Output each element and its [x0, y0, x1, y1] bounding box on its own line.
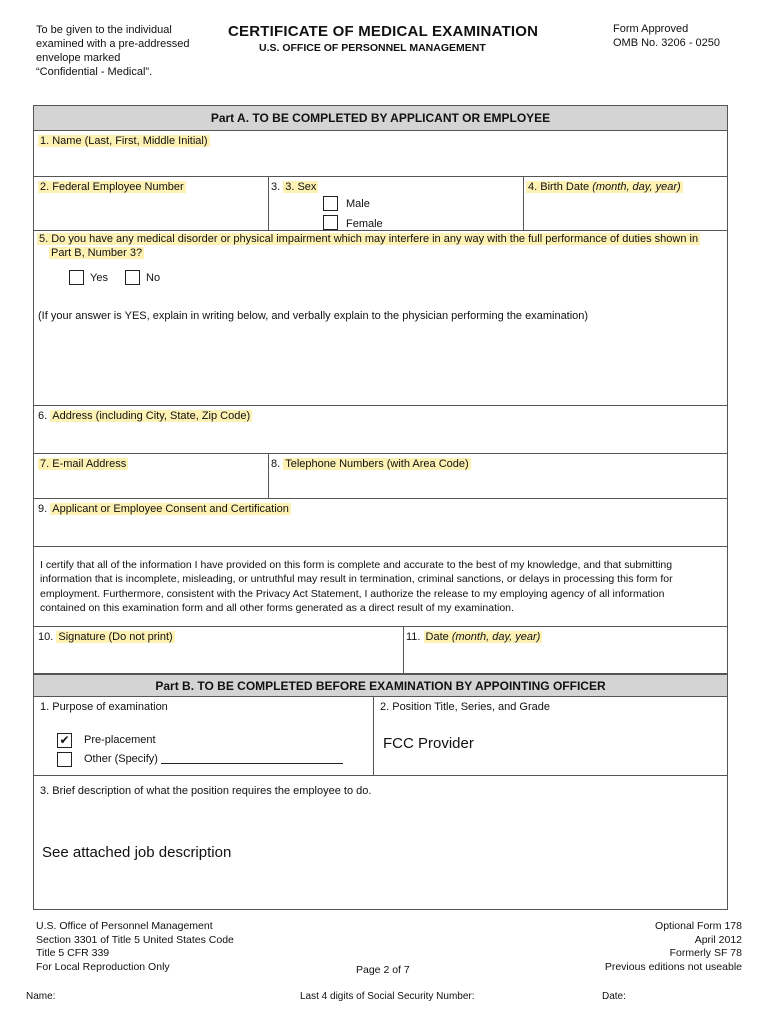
consent-label: Applicant or Employee Consent and Certification: [52, 503, 289, 515]
description-label: 3. Brief description of what the position requires the employee to do.: [40, 785, 372, 797]
address-number: 6.: [38, 410, 48, 422]
other-label: Other (Specify): [84, 753, 158, 765]
footer-right-line: Previous editions not useable: [604, 960, 742, 973]
other-checkbox[interactable]: [57, 752, 72, 767]
signature-number: 10.: [38, 631, 54, 643]
footer-date-label: Date:: [602, 991, 626, 1002]
certification-line: information that is incomplete, misleading, or untruthful may result in termination, criminal sanctions, or delays in processing this form for: [40, 573, 673, 586]
instructions-line: examined with a pre-addressed: [36, 38, 190, 50]
omb-number: OMB No. 3206 - 0250: [613, 37, 721, 49]
certification-block: [33, 546, 728, 627]
form-title: CERTIFICATE OF MEDICAL EXAMINATION: [228, 23, 539, 40]
consent-number: 9.: [38, 503, 48, 515]
date-number: 11.: [406, 631, 421, 643]
female-label: Female: [346, 218, 383, 230]
birth-date-format: (month, day, year): [592, 181, 681, 193]
footer-right-line: Optional Form 178: [655, 920, 742, 932]
telephone-number: 8.: [271, 458, 281, 470]
form-approved: Form Approved: [613, 23, 689, 35]
instructions-line: To be given to the individual: [36, 24, 172, 36]
name-label: 1. Name (Last, First, Middle Initial): [40, 135, 208, 147]
telephone-field[interactable]: [268, 453, 728, 499]
birth-date-label: 4. Birth Date: [528, 181, 590, 193]
no-checkbox[interactable]: [125, 270, 140, 285]
footer-left-line: U.S. Office of Personnel Management: [36, 920, 213, 932]
other-specify-line[interactable]: [161, 763, 343, 764]
yes-checkbox[interactable]: [69, 270, 84, 285]
footer-right-line: Formerly SF 78: [669, 947, 742, 959]
footer-right-line: April 2012: [694, 933, 742, 946]
email-label: 7. E-mail Address: [40, 458, 127, 470]
part-b-heading: Part B. TO BE COMPLETED BEFORE EXAMINATION BY APPOINTING OFFICER: [33, 674, 728, 697]
male-label: Male: [346, 198, 370, 210]
explain-instructions: (If your answer is YES, explain in writing below, and verbally explain to the physician performing the examination): [38, 310, 589, 322]
sex-field: 3. 3. Sex: [268, 176, 524, 231]
footer-left-line: Title 5 CFR 339: [36, 947, 110, 959]
impairment-question: 5. Do you have any medical disorder or physical impairment which may interfere in any way with the full performance of duties shown in: [39, 233, 699, 245]
instructions-line: “Confidential - Medical”.: [36, 66, 153, 78]
name-field[interactable]: [33, 130, 728, 177]
explanation-area[interactable]: [36, 326, 724, 402]
date-label: Date: [425, 631, 449, 643]
footer-ssn-label: Last 4 digits of Social Security Number:: [300, 991, 475, 1002]
sex-label: 3. Sex: [285, 181, 317, 193]
signature-field[interactable]: [33, 626, 404, 674]
female-checkbox[interactable]: [323, 215, 338, 230]
preplacement-checkbox[interactable]: ✔: [57, 733, 72, 748]
part-a-heading: Part A. TO BE COMPLETED BY APPLICANT OR EMPLOYEE: [33, 105, 728, 131]
footer-right: [605, 920, 742, 974]
position-field[interactable]: [373, 696, 728, 776]
footer-left-line: For Local Reproduction Only: [36, 960, 170, 973]
address-field[interactable]: [33, 405, 728, 454]
yes-label: Yes: [90, 272, 108, 284]
email-field[interactable]: [33, 453, 269, 499]
preplacement-label: Pre-placement: [84, 734, 156, 746]
employee-number-label: 2. Federal Employee Number: [40, 181, 184, 193]
certification-line: I certify that all of the information I have provided on this form is complete and accurate to the best of my knowledge, and that submitting: [40, 559, 673, 571]
certification-line: contained on this examination form and all other forms generated as a direct result of my examination.: [40, 601, 514, 614]
telephone-label: Telephone Numbers (with Area Code): [285, 458, 469, 470]
position-label: 2. Position Title, Series, and Grade: [380, 701, 550, 713]
instructions-block: [36, 23, 189, 79]
no-label: No: [146, 272, 161, 284]
position-value: FCC Provider: [383, 735, 474, 752]
form-subtitle: U.S. OFFICE OF PERSONNEL MANAGEMENT: [259, 42, 486, 54]
instructions-line: envelope marked: [36, 52, 121, 64]
footer-left: [36, 920, 234, 974]
date-field[interactable]: [403, 626, 728, 674]
address-label: Address (including City, State, Zip Code): [52, 410, 251, 422]
footer-name-label: Name:: [26, 991, 56, 1002]
certification-line: employment. Furthermore, consistent with the Privacy Act Statement, I authorize the release to my employing agency of all information: [40, 587, 665, 600]
purpose-label: 1. Purpose of examination: [40, 701, 168, 713]
signature-label: Signature (Do not print): [58, 631, 173, 643]
employee-number-field[interactable]: [33, 176, 269, 231]
position-description-field[interactable]: [33, 775, 728, 910]
description-value: See attached job description: [42, 844, 232, 861]
page-number: Page 2 of 7: [356, 964, 410, 976]
consent-block: [33, 498, 728, 547]
male-checkbox[interactable]: [323, 196, 338, 211]
impairment-question-cont: Part B, Number 3?: [51, 247, 143, 259]
date-format: (month, day, year): [451, 631, 541, 643]
birth-date-field[interactable]: [523, 176, 728, 231]
footer-left-line: Section 3301 of Title 5 United States Code: [36, 933, 234, 946]
